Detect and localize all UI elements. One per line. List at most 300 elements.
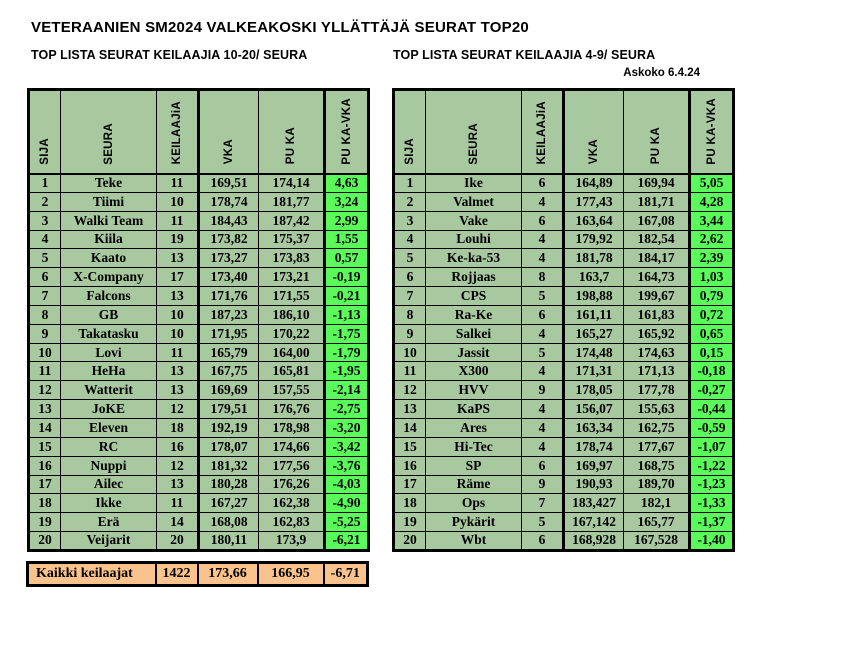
cell-puka: 170,22 bbox=[259, 324, 325, 343]
cell-seura: Veijarit bbox=[61, 532, 157, 551]
cell-keilaajia: 10 bbox=[157, 192, 199, 211]
column-header-puka bbox=[624, 90, 690, 174]
cell-vka: 178,74 bbox=[199, 192, 259, 211]
column-header-puka bbox=[259, 90, 325, 174]
summary-vka-avg: 173,66 bbox=[198, 563, 258, 586]
cell-seura: Jassit bbox=[426, 343, 522, 362]
cell-sija: 4 bbox=[29, 230, 61, 249]
column-header-label: SEURA bbox=[102, 122, 115, 165]
cell-seura: Kiila bbox=[61, 230, 157, 249]
cell-vka: 165,27 bbox=[564, 324, 624, 343]
cell-puka-vka: -0,44 bbox=[690, 400, 734, 419]
table-row bbox=[394, 475, 734, 494]
cell-puka-vka: 0,79 bbox=[690, 287, 734, 306]
table-row bbox=[29, 324, 369, 343]
cell-sija: 15 bbox=[394, 437, 426, 456]
cell-keilaajia: 11 bbox=[157, 343, 199, 362]
header-row bbox=[29, 90, 369, 174]
cell-vka: 169,97 bbox=[564, 456, 624, 475]
cell-sija: 10 bbox=[394, 343, 426, 362]
cell-puka-vka: -1,07 bbox=[690, 437, 734, 456]
cell-vka: 198,88 bbox=[564, 287, 624, 306]
cell-keilaajia: 13 bbox=[157, 475, 199, 494]
cell-keilaajia: 4 bbox=[522, 437, 564, 456]
table-row bbox=[394, 249, 734, 268]
cell-puka-vka: -1,33 bbox=[690, 494, 734, 513]
cell-puka-vka: -1,23 bbox=[690, 475, 734, 494]
cell-puka-vka: 0,72 bbox=[690, 305, 734, 324]
cell-sija: 16 bbox=[394, 456, 426, 475]
cell-keilaajia: 4 bbox=[522, 400, 564, 419]
column-header-label: KEILAAJiA bbox=[171, 101, 183, 165]
table-row bbox=[394, 268, 734, 287]
column-header-label: VKA bbox=[588, 139, 600, 165]
cell-vka: 167,27 bbox=[199, 494, 259, 513]
table-row bbox=[394, 437, 734, 456]
cell-keilaajia: 11 bbox=[157, 211, 199, 230]
cell-keilaajia: 6 bbox=[522, 532, 564, 551]
cell-vka: 167,142 bbox=[564, 513, 624, 532]
cell-puka-vka: -5,25 bbox=[325, 513, 369, 532]
cell-puka-vka: 1,03 bbox=[690, 268, 734, 287]
cell-puka-vka: -1,75 bbox=[325, 324, 369, 343]
cell-seura: HeHa bbox=[61, 362, 157, 381]
cell-seura: Walki Team bbox=[61, 211, 157, 230]
cell-puka: 165,81 bbox=[259, 362, 325, 381]
table-row bbox=[29, 192, 369, 211]
table-row bbox=[29, 211, 369, 230]
cell-keilaajia: 4 bbox=[522, 249, 564, 268]
table-row bbox=[394, 211, 734, 230]
summary-puka-avg: 166,95 bbox=[258, 563, 324, 586]
cell-keilaajia: 4 bbox=[522, 362, 564, 381]
cell-puka-vka: -4,03 bbox=[325, 475, 369, 494]
cell-puka: 182,1 bbox=[624, 494, 690, 513]
cell-sija: 19 bbox=[394, 513, 426, 532]
cell-puka-vka: -3,76 bbox=[325, 456, 369, 475]
cell-puka: 171,55 bbox=[259, 287, 325, 306]
column-header-sija bbox=[394, 90, 426, 174]
cell-vka: 171,76 bbox=[199, 287, 259, 306]
cell-puka-vka: -1,22 bbox=[690, 456, 734, 475]
cell-puka-vka: 2,39 bbox=[690, 249, 734, 268]
cell-puka: 162,38 bbox=[259, 494, 325, 513]
cell-vka: 181,32 bbox=[199, 456, 259, 475]
cell-puka: 162,75 bbox=[624, 418, 690, 437]
cell-sija: 6 bbox=[29, 268, 61, 287]
cell-seura: Kaato bbox=[61, 249, 157, 268]
table-row bbox=[29, 456, 369, 475]
cell-sija: 14 bbox=[394, 418, 426, 437]
cell-puka: 162,83 bbox=[259, 513, 325, 532]
cell-seura: Salkei bbox=[426, 324, 522, 343]
cell-puka-vka: 4,28 bbox=[690, 192, 734, 211]
table-row bbox=[29, 532, 369, 551]
cell-puka-vka: -2,75 bbox=[325, 400, 369, 419]
cell-sija: 13 bbox=[394, 400, 426, 419]
cell-vka: 164,89 bbox=[564, 174, 624, 193]
column-header-label: PU KA-VKA bbox=[340, 97, 353, 165]
cell-puka-vka: 0,57 bbox=[325, 249, 369, 268]
cell-seura: Ailec bbox=[61, 475, 157, 494]
cell-puka-vka: -1,95 bbox=[325, 362, 369, 381]
cell-puka-vka: 0,15 bbox=[690, 343, 734, 362]
cell-sija: 20 bbox=[394, 532, 426, 551]
cell-seura: Rojjaas bbox=[426, 268, 522, 287]
cell-sija: 8 bbox=[394, 305, 426, 324]
cell-puka-vka: -0,59 bbox=[690, 418, 734, 437]
cell-keilaajia: 7 bbox=[522, 494, 564, 513]
column-header-puka-vka bbox=[325, 90, 369, 174]
column-header-seura bbox=[426, 90, 522, 174]
table-row bbox=[394, 362, 734, 381]
column-header-keilaajia bbox=[522, 90, 564, 174]
cell-puka-vka: 5,05 bbox=[690, 174, 734, 193]
cell-puka: 169,94 bbox=[624, 174, 690, 193]
cell-puka-vka: 3,24 bbox=[325, 192, 369, 211]
cell-keilaajia: 5 bbox=[522, 287, 564, 306]
all-bowlers-summary-table bbox=[26, 561, 369, 587]
table-row bbox=[394, 381, 734, 400]
cell-vka: 173,82 bbox=[199, 230, 259, 249]
cell-puka-vka: -0,19 bbox=[325, 268, 369, 287]
summary-keilaajia-total: 1422 bbox=[156, 563, 198, 586]
cell-seura: Pykärit bbox=[426, 513, 522, 532]
cell-puka: 161,83 bbox=[624, 305, 690, 324]
cell-sija: 11 bbox=[394, 362, 426, 381]
cell-puka: 177,56 bbox=[259, 456, 325, 475]
cell-keilaajia: 16 bbox=[157, 437, 199, 456]
cell-vka: 168,928 bbox=[564, 532, 624, 551]
cell-sija: 16 bbox=[29, 456, 61, 475]
cell-sija: 4 bbox=[394, 230, 426, 249]
cell-puka-vka: -1,40 bbox=[690, 532, 734, 551]
cell-vka: 180,28 bbox=[199, 475, 259, 494]
column-header-label: PU KA-VKA bbox=[705, 97, 718, 165]
cell-keilaajia: 13 bbox=[157, 287, 199, 306]
table-row bbox=[29, 400, 369, 419]
cell-seura: Nuppi bbox=[61, 456, 157, 475]
cell-vka: 173,40 bbox=[199, 268, 259, 287]
table-row bbox=[394, 287, 734, 306]
cell-keilaajia: 12 bbox=[157, 456, 199, 475]
cell-puka: 167,528 bbox=[624, 532, 690, 551]
table-row bbox=[394, 532, 734, 551]
table-row bbox=[29, 249, 369, 268]
cell-puka: 173,83 bbox=[259, 249, 325, 268]
table-row bbox=[29, 475, 369, 494]
cell-sija: 5 bbox=[394, 249, 426, 268]
cell-vka: 165,79 bbox=[199, 343, 259, 362]
cell-sija: 14 bbox=[29, 418, 61, 437]
cell-puka: 164,00 bbox=[259, 343, 325, 362]
cell-puka-vka: -1,79 bbox=[325, 343, 369, 362]
cell-keilaajia: 13 bbox=[157, 362, 199, 381]
cell-seura: Vake bbox=[426, 211, 522, 230]
cell-puka: 167,08 bbox=[624, 211, 690, 230]
cell-keilaajia: 13 bbox=[157, 381, 199, 400]
table-row bbox=[394, 174, 734, 193]
cell-sija: 18 bbox=[394, 494, 426, 513]
cell-vka: 169,69 bbox=[199, 381, 259, 400]
table-row bbox=[29, 381, 369, 400]
cell-vka: 163,34 bbox=[564, 418, 624, 437]
cell-vka: 168,08 bbox=[199, 513, 259, 532]
cell-puka: 171,13 bbox=[624, 362, 690, 381]
cell-vka: 173,27 bbox=[199, 249, 259, 268]
cell-keilaajia: 10 bbox=[157, 305, 199, 324]
column-header-label: PU KA bbox=[650, 127, 662, 165]
cell-puka: 182,54 bbox=[624, 230, 690, 249]
cell-seura: Takatasku bbox=[61, 324, 157, 343]
cell-vka: 171,31 bbox=[564, 362, 624, 381]
cell-sija: 3 bbox=[29, 211, 61, 230]
column-header-puka-vka bbox=[690, 90, 734, 174]
cell-seura: SP bbox=[426, 456, 522, 475]
cell-keilaajia: 10 bbox=[157, 324, 199, 343]
cell-vka: 167,75 bbox=[199, 362, 259, 381]
cell-keilaajia: 9 bbox=[522, 381, 564, 400]
cell-sija: 10 bbox=[29, 343, 61, 362]
table-row bbox=[394, 513, 734, 532]
cell-keilaajia: 5 bbox=[522, 513, 564, 532]
cell-puka-vka: 0,65 bbox=[690, 324, 734, 343]
table-clubs-10-20-bowlers bbox=[27, 88, 370, 552]
table-row bbox=[394, 456, 734, 475]
cell-vka: 177,43 bbox=[564, 192, 624, 211]
cell-puka-vka: 1,55 bbox=[325, 230, 369, 249]
cell-seura: Ike bbox=[426, 174, 522, 193]
cell-puka: 165,92 bbox=[624, 324, 690, 343]
cell-puka: 157,55 bbox=[259, 381, 325, 400]
table-row bbox=[394, 343, 734, 362]
cell-vka: 178,07 bbox=[199, 437, 259, 456]
cell-puka-vka: -0,27 bbox=[690, 381, 734, 400]
table-row bbox=[394, 230, 734, 249]
cell-puka: 177,67 bbox=[624, 437, 690, 456]
cell-vka: 163,7 bbox=[564, 268, 624, 287]
table-row bbox=[29, 513, 369, 532]
cell-seura: Ikke bbox=[61, 494, 157, 513]
table-row bbox=[394, 305, 734, 324]
table-row bbox=[29, 287, 369, 306]
cell-puka-vka: -3,42 bbox=[325, 437, 369, 456]
table-row bbox=[29, 437, 369, 456]
cell-puka-vka: -1,37 bbox=[690, 513, 734, 532]
cell-sija: 7 bbox=[394, 287, 426, 306]
cell-seura: Valmet bbox=[426, 192, 522, 211]
cell-vka: 180,11 bbox=[199, 532, 259, 551]
column-header-label: VKA bbox=[223, 139, 235, 165]
cell-puka: 177,78 bbox=[624, 381, 690, 400]
cell-vka: 156,07 bbox=[564, 400, 624, 419]
cell-sija: 12 bbox=[394, 381, 426, 400]
cell-sija: 17 bbox=[29, 475, 61, 494]
cell-vka: 161,11 bbox=[564, 305, 624, 324]
cell-keilaajia: 13 bbox=[157, 249, 199, 268]
table-row bbox=[394, 400, 734, 419]
cell-sija: 5 bbox=[29, 249, 61, 268]
cell-sija: 9 bbox=[394, 324, 426, 343]
cell-keilaajia: 6 bbox=[522, 174, 564, 193]
cell-puka: 174,63 bbox=[624, 343, 690, 362]
cell-seura: KaPS bbox=[426, 400, 522, 419]
cell-keilaajia: 14 bbox=[157, 513, 199, 532]
cell-sija: 19 bbox=[29, 513, 61, 532]
cell-seura: JoKE bbox=[61, 400, 157, 419]
table-clubs-4-9-bowlers bbox=[392, 88, 735, 552]
cell-puka: 164,73 bbox=[624, 268, 690, 287]
cell-keilaajia: 5 bbox=[522, 343, 564, 362]
cell-puka: 186,10 bbox=[259, 305, 325, 324]
cell-sija: 2 bbox=[394, 192, 426, 211]
column-header-vka bbox=[564, 90, 624, 174]
table-row bbox=[29, 230, 369, 249]
cell-sija: 6 bbox=[394, 268, 426, 287]
cell-seura: Ke-ka-53 bbox=[426, 249, 522, 268]
table-row bbox=[29, 494, 369, 513]
cell-puka: 181,77 bbox=[259, 192, 325, 211]
cell-vka: 187,23 bbox=[199, 305, 259, 324]
column-header-label: KEILAAJiA bbox=[536, 101, 548, 165]
cell-puka: 175,37 bbox=[259, 230, 325, 249]
summary-row bbox=[28, 563, 368, 586]
column-header-label: SIJA bbox=[404, 137, 416, 165]
cell-puka-vka: -6,21 bbox=[325, 532, 369, 551]
column-header-sija bbox=[29, 90, 61, 174]
cell-keilaajia: 4 bbox=[522, 418, 564, 437]
cell-seura: CPS bbox=[426, 287, 522, 306]
cell-sija: 9 bbox=[29, 324, 61, 343]
cell-seura: Eleven bbox=[61, 418, 157, 437]
cell-puka-vka: -1,13 bbox=[325, 305, 369, 324]
cell-keilaajia: 11 bbox=[157, 174, 199, 193]
left-table-title: TOP LISTA SEURAT KEILAAJIA 10-20/ SEURA bbox=[31, 48, 308, 62]
cell-puka: 176,76 bbox=[259, 400, 325, 419]
cell-puka-vka: 3,44 bbox=[690, 211, 734, 230]
cell-seura: Ops bbox=[426, 494, 522, 513]
cell-vka: 192,19 bbox=[199, 418, 259, 437]
cell-keilaajia: 18 bbox=[157, 418, 199, 437]
cell-keilaajia: 20 bbox=[157, 532, 199, 551]
cell-vka: 183,427 bbox=[564, 494, 624, 513]
cell-sija: 18 bbox=[29, 494, 61, 513]
column-header-label: SIJA bbox=[39, 137, 51, 165]
cell-puka: 165,77 bbox=[624, 513, 690, 532]
cell-puka: 184,17 bbox=[624, 249, 690, 268]
table-row bbox=[29, 268, 369, 287]
column-header-label: SEURA bbox=[467, 122, 480, 165]
cell-puka: 174,66 bbox=[259, 437, 325, 456]
table-row bbox=[394, 418, 734, 437]
column-header-label: PU KA bbox=[285, 127, 297, 165]
cell-sija: 17 bbox=[394, 475, 426, 494]
column-header-seura bbox=[61, 90, 157, 174]
cell-keilaajia: 17 bbox=[157, 268, 199, 287]
cell-vka: 179,92 bbox=[564, 230, 624, 249]
table-row bbox=[29, 343, 369, 362]
cell-vka: 178,74 bbox=[564, 437, 624, 456]
cell-sija: 1 bbox=[394, 174, 426, 193]
author-date-note: Askoko 6.4.24 bbox=[623, 67, 700, 79]
table-row bbox=[29, 174, 369, 193]
cell-puka: 173,9 bbox=[259, 532, 325, 551]
cell-vka: 190,93 bbox=[564, 475, 624, 494]
cell-sija: 15 bbox=[29, 437, 61, 456]
column-header-keilaajia bbox=[157, 90, 199, 174]
cell-seura: GB bbox=[61, 305, 157, 324]
cell-keilaajia: 4 bbox=[522, 324, 564, 343]
cell-puka-vka: -4,90 bbox=[325, 494, 369, 513]
cell-seura: Louhi bbox=[426, 230, 522, 249]
table-row bbox=[394, 192, 734, 211]
cell-puka-vka: 2,62 bbox=[690, 230, 734, 249]
cell-puka-vka: -3,20 bbox=[325, 418, 369, 437]
cell-seura: X-Company bbox=[61, 268, 157, 287]
cell-keilaajia: 4 bbox=[522, 192, 564, 211]
cell-puka: 189,70 bbox=[624, 475, 690, 494]
table-row bbox=[29, 418, 369, 437]
cell-keilaajia: 19 bbox=[157, 230, 199, 249]
cell-puka-vka: -2,14 bbox=[325, 381, 369, 400]
cell-seura: RC bbox=[61, 437, 157, 456]
cell-keilaajia: 9 bbox=[522, 475, 564, 494]
cell-vka: 171,95 bbox=[199, 324, 259, 343]
cell-sija: 20 bbox=[29, 532, 61, 551]
cell-seura: Falcons bbox=[61, 287, 157, 306]
cell-sija: 11 bbox=[29, 362, 61, 381]
cell-puka: 187,42 bbox=[259, 211, 325, 230]
cell-vka: 179,51 bbox=[199, 400, 259, 419]
cell-vka: 178,05 bbox=[564, 381, 624, 400]
column-header-vka bbox=[199, 90, 259, 174]
cell-seura: Lovi bbox=[61, 343, 157, 362]
cell-seura: HVV bbox=[426, 381, 522, 400]
table-row bbox=[29, 305, 369, 324]
cell-vka: 184,43 bbox=[199, 211, 259, 230]
cell-keilaajia: 6 bbox=[522, 456, 564, 475]
summary-diff-avg: -6,71 bbox=[324, 563, 368, 586]
cell-seura: Tiimi bbox=[61, 192, 157, 211]
cell-puka: 155,63 bbox=[624, 400, 690, 419]
header-row bbox=[394, 90, 734, 174]
cell-puka: 181,71 bbox=[624, 192, 690, 211]
cell-sija: 1 bbox=[29, 174, 61, 193]
cell-sija: 8 bbox=[29, 305, 61, 324]
cell-seura: X300 bbox=[426, 362, 522, 381]
page-title: VETERAANIEN SM2024 VALKEAKOSKI YLLÄTTÄJÄ SEURAT TOP20 bbox=[31, 19, 529, 36]
cell-puka: 178,98 bbox=[259, 418, 325, 437]
cell-seura: Wbt bbox=[426, 532, 522, 551]
cell-keilaajia: 11 bbox=[157, 494, 199, 513]
cell-puka-vka: 4,63 bbox=[325, 174, 369, 193]
cell-seura: Watterit bbox=[61, 381, 157, 400]
cell-seura: Erä bbox=[61, 513, 157, 532]
cell-vka: 169,51 bbox=[199, 174, 259, 193]
cell-sija: 7 bbox=[29, 287, 61, 306]
table-row bbox=[394, 494, 734, 513]
cell-keilaajia: 4 bbox=[522, 230, 564, 249]
cell-puka-vka: -0,18 bbox=[690, 362, 734, 381]
cell-puka-vka: 2,99 bbox=[325, 211, 369, 230]
cell-puka: 173,21 bbox=[259, 268, 325, 287]
cell-seura: Räme bbox=[426, 475, 522, 494]
cell-seura: Ares bbox=[426, 418, 522, 437]
cell-puka: 176,26 bbox=[259, 475, 325, 494]
cell-keilaajia: 12 bbox=[157, 400, 199, 419]
cell-puka: 174,14 bbox=[259, 174, 325, 193]
cell-vka: 181,78 bbox=[564, 249, 624, 268]
